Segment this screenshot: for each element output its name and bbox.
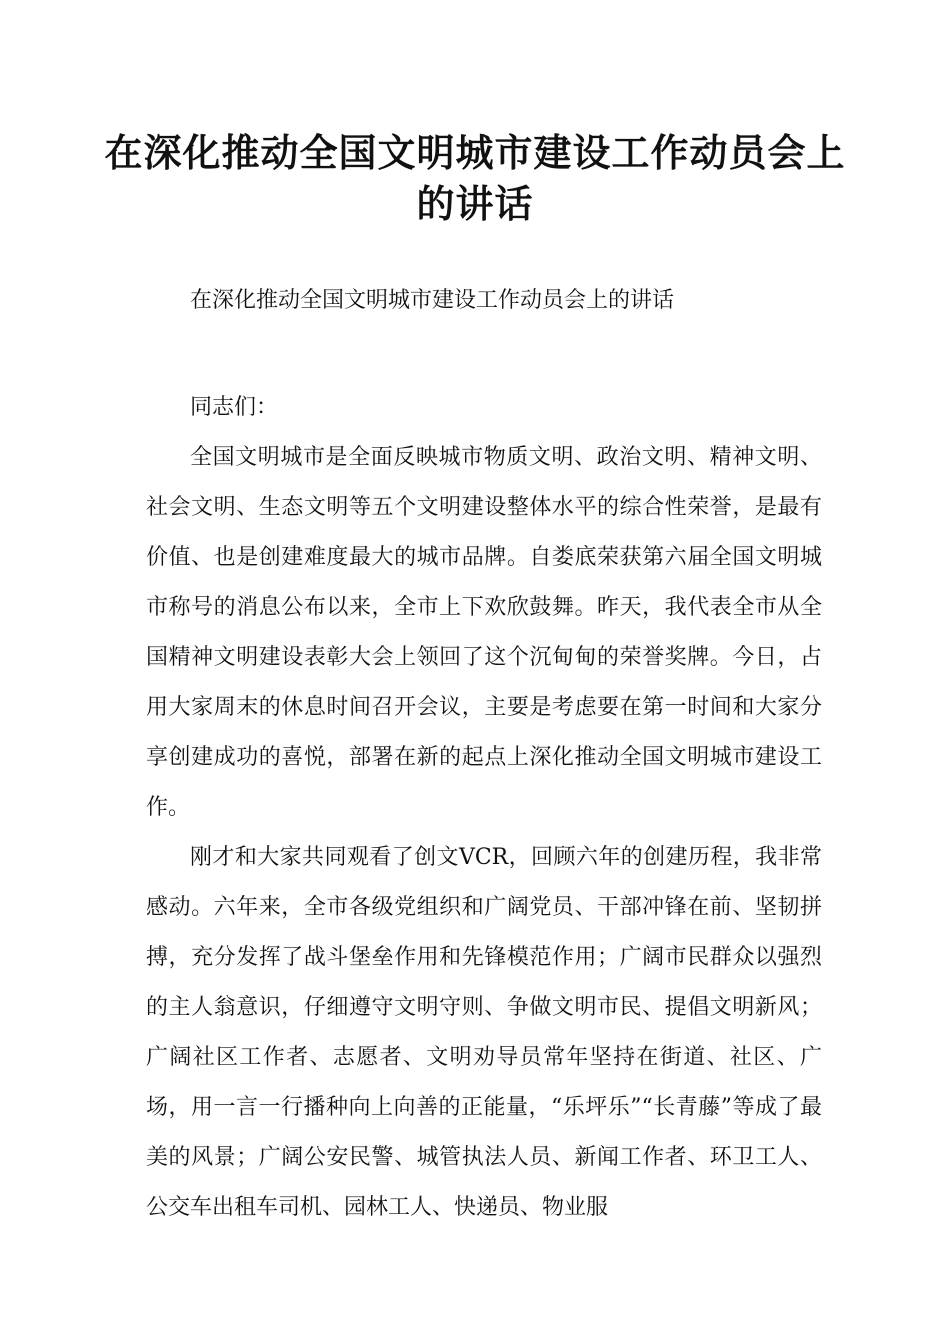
body-paragraph: 刚才和大家共同观看了创文VCR，回顾六年的创建历程，我非常感动。六年来，全市各级党组织和广阔党员、干部冲锋在前、坚韧拼搏，充分发挥了战斗堡垒作用和先锋模范作用；广阔市民群众以强烈的主人翁意识，仔细遵守文明守则、争做文明市民、提倡文明新风；广阔社区工作者、志愿者、文明劝导员常年坚持在街道、社区、广场，用一言一行播种向上向善的正能量，“乐坪乐”“长青藤”等成了最美的风景；广阔公安民警、城管执法人员、新闻工作者、环卫工人、公交车出租车司机、园林工人、快递员、物业服 <box>146 845 822 1220</box>
document-title: 在深化推动全国文明城市建设工作动员会上的讲话 <box>104 131 846 226</box>
body-paragraph: 全国文明城市是全面反映城市物质文明、政治文明、精神文明、社会文明、生态文明等五个文明建设整体水平的综合性荣誉，是最有价值、也是创建难度最大的城市品牌。自娄底荣获第六届全国文明城市称号的消息公布以来，全市上下欢欣鼓舞。昨天，我代表全市从全国精神文明建设表彰大会上领回了这个沉甸甸的荣誉奖牌。今日，占用大家周末的休息时间召开会议，主要是考虑要在第一时间和大家分享创建成功的喜悦，部署在新的起点上深化推动全国文明城市建设工作。 <box>146 445 822 820</box>
document-subtitle: 在深化推动全国文明城市建设工作动员会上的讲话 <box>190 288 675 313</box>
document-body <box>146 383 822 1233</box>
salutation: 同志们： <box>190 395 279 420</box>
